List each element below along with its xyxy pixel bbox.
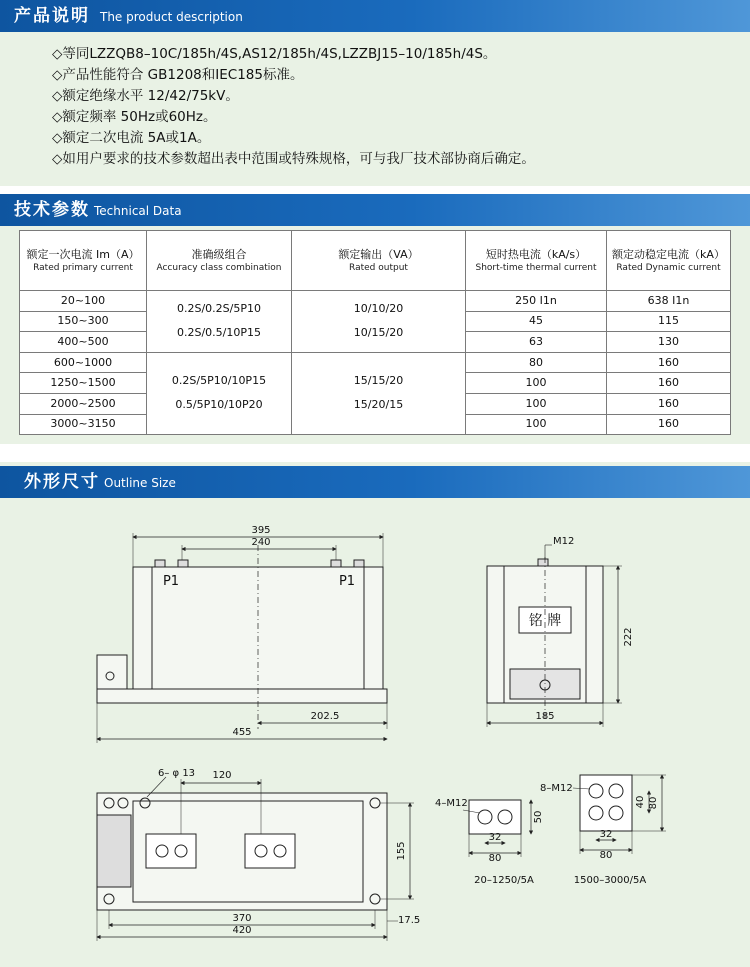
side-dim-222: 222	[623, 627, 634, 647]
cell-thermal: 100	[466, 373, 607, 394]
cell-thermal: 80	[466, 352, 607, 373]
front-view	[97, 525, 387, 743]
description-subtitle: The product description	[100, 10, 243, 24]
description-line: ◇额定频率 50Hz或60Hz。	[52, 109, 217, 125]
terminal-large-dim-80-vertical: 80	[648, 796, 659, 810]
outline-subtitle: Outline Size	[104, 476, 176, 490]
plan-view	[97, 768, 420, 941]
terminal-large-dim-40: 40	[635, 795, 646, 809]
plan-dim-155: 155	[396, 841, 407, 861]
header-rated-output: 额定输出（VA） Rated output	[292, 231, 466, 291]
description-line: ◇额定绝缘水平 12/42/75kV。	[52, 88, 239, 104]
technical-data-table	[19, 230, 731, 435]
terminal-small-dim-80: 80	[488, 853, 502, 864]
outline-header	[0, 466, 750, 498]
front-dim-395: 395	[251, 525, 271, 536]
cell-thermal: 250 I1n	[466, 291, 607, 312]
cell-thermal: 100	[466, 393, 607, 414]
plan-dim-17-5: 17.5	[398, 915, 421, 926]
side-label-m12: M12	[553, 536, 575, 547]
description-title: 产品说明	[14, 6, 90, 26]
terminal-small-dim-50: 50	[533, 810, 544, 824]
cell-dynamic: 115	[607, 311, 731, 332]
terminal-large-caption: 1500–3000/5A	[573, 875, 647, 886]
terminal-large-label: 8–M12	[540, 783, 573, 794]
terminal-small-dim-32: 32	[488, 832, 502, 843]
plan-dim-120: 120	[212, 770, 232, 781]
cell-dynamic: 160	[607, 414, 731, 435]
terminal-large-detail	[540, 775, 666, 886]
header-accuracy-class: 准确级组合 Accuracy class combination	[147, 231, 292, 291]
cell-thermal: 45	[466, 311, 607, 332]
cell-dynamic: 160	[607, 393, 731, 414]
cell-current: 1250~1500	[20, 373, 147, 394]
terminal-small-caption: 20–1250/5A	[474, 875, 534, 886]
cell-accuracy-group-1: 0.2S/0.2S/5P10 0.2S/0.5/10P15	[147, 291, 292, 353]
cell-current: 400~500	[20, 332, 147, 353]
description-line: ◇额定二次电流 5A或1A。	[52, 130, 211, 146]
cell-dynamic: 160	[607, 373, 731, 394]
cell-current: 3000~3150	[20, 414, 147, 435]
side-dim-185: 185	[535, 711, 555, 722]
nameplate-label: 铭 牌	[528, 613, 562, 629]
technical-subtitle: Technical Data	[94, 204, 182, 218]
plan-dim-420: 420	[232, 925, 252, 936]
cell-accuracy-group-2: 0.2S/5P10/10P15 0.5/5P10/10P20	[147, 352, 292, 434]
terminal-large-dim-32: 32	[599, 829, 613, 840]
terminal-small-label: 4–M12	[435, 798, 468, 809]
description-line: ◇等同LZZQB8–10C/185h/4S,AS12/185h/4S,LZZBJ15–10/185h/4S。	[52, 46, 497, 62]
cell-thermal: 100	[466, 414, 607, 435]
cell-dynamic: 130	[607, 332, 731, 353]
front-label-p1-left: P1	[162, 574, 180, 589]
cell-current: 20~100	[20, 291, 147, 312]
header-dynamic-current: 额定动稳定电流（kA） Rated Dynamic current	[607, 231, 731, 291]
cell-dynamic: 638 I1n	[607, 291, 731, 312]
header-thermal-current: 短时热电流（kA/s） Short-time thermal current	[466, 231, 607, 291]
description-line: ◇产品性能符合 GB1208和IEC185标准。	[52, 67, 304, 83]
description-list	[52, 44, 535, 170]
terminal-small-detail	[435, 798, 544, 886]
front-dim-455: 455	[232, 727, 252, 738]
description-line: ◇如用户要求的技术参数超出表中范围或特殊规格，可与我厂技术部协商后确定。	[52, 151, 535, 167]
cell-current: 600~1000	[20, 352, 147, 373]
plan-holes-label: 6– φ 13	[158, 768, 196, 779]
cell-current: 150~300	[20, 311, 147, 332]
front-label-p1-right: P1	[338, 574, 356, 589]
technical-title: 技术参数	[14, 200, 90, 220]
cell-thermal: 63	[466, 332, 607, 353]
description-header	[0, 0, 750, 32]
front-dim-202-5: 202.5	[310, 711, 340, 722]
technical-header	[0, 194, 750, 226]
cell-dynamic: 160	[607, 352, 731, 373]
table-row	[20, 291, 731, 312]
cell-output-group-2: 15/15/20 15/20/15	[292, 352, 466, 434]
terminal-large-dim-80: 80	[599, 850, 613, 861]
cell-current: 2000~2500	[20, 393, 147, 414]
front-dim-240: 240	[251, 537, 271, 548]
side-view	[487, 536, 634, 727]
table-row	[20, 352, 731, 373]
cell-output-group-1: 10/10/20 10/15/20	[292, 291, 466, 353]
table-header-row	[20, 231, 731, 291]
outline-title: 外形尺寸	[24, 472, 100, 492]
outline-drawings	[0, 497, 750, 967]
plan-dim-370: 370	[232, 913, 252, 924]
header-primary-current: 额定一次电流 Im（A） Rated primary current	[20, 231, 147, 291]
